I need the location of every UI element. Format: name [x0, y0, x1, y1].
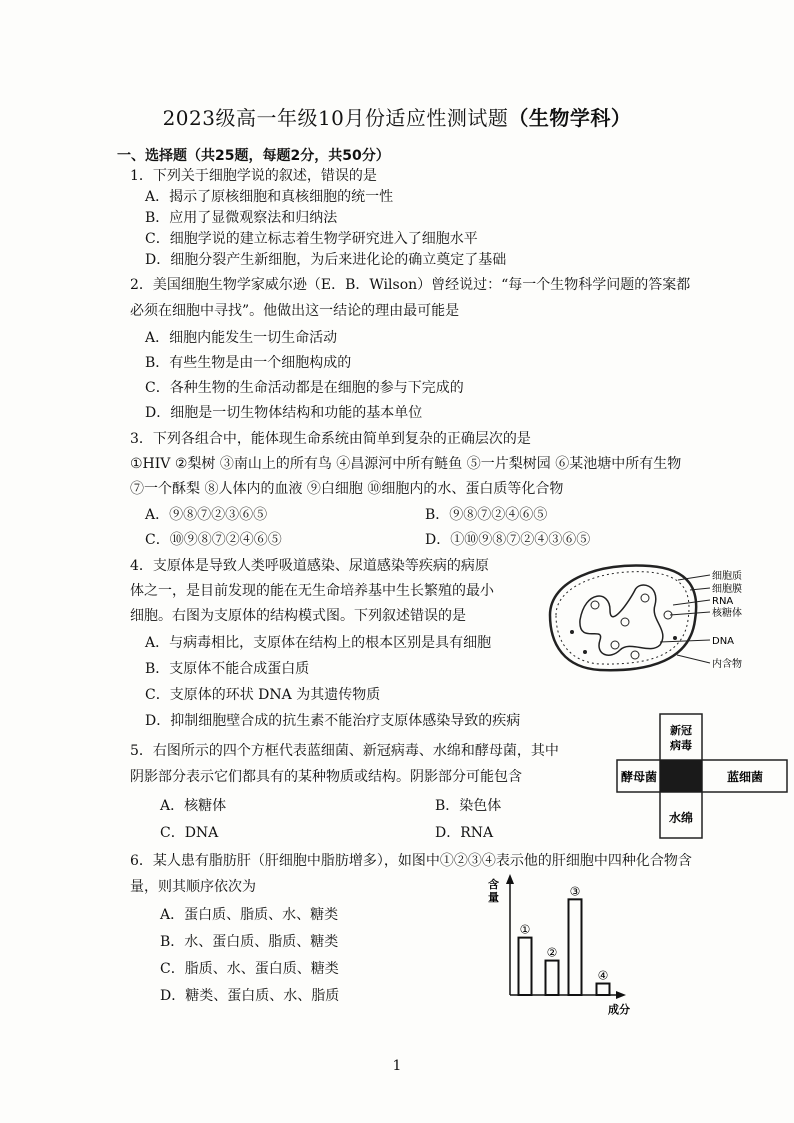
q2-option-d: D．细胞是一切生物体结构和功能的基本单位	[145, 405, 423, 421]
label-inclusion: 内含物	[712, 659, 742, 670]
x-axis-label: 成分	[608, 1003, 630, 1016]
label-spirogyra: 水绵	[668, 811, 694, 825]
section-heading: 一、选择题（共25题，每题2分，共50分）	[117, 148, 390, 164]
title-subject: （生物学科）	[508, 106, 632, 130]
bar-label-4: ④	[597, 968, 609, 983]
y-axis-label-line: 含量	[488, 878, 499, 904]
q6-option-a: A．蛋白质、脂质、水、糖类	[160, 907, 339, 923]
label-cyanobacteria: 蓝细菌	[726, 770, 764, 784]
q2-stem-line1: 2．美国细胞生物学家威尔逊（E．B．Wilson）曾经说过：“每一个生物科学问题的答案都	[130, 277, 691, 293]
q5-stem-line1: 5．右图所示的四个方框代表蓝细菌、新冠病毒、水绵和酵母菌，其中	[130, 743, 559, 759]
compound-content-chart	[480, 870, 640, 1020]
q1-stem: 1．下列关于细胞学说的叙述，错误的是	[130, 168, 377, 184]
q3-option-c: C．⑩⑨⑧⑦②④⑥⑤	[145, 532, 282, 548]
page-number: 1	[392, 1058, 402, 1074]
mycoplasma-figure	[540, 560, 790, 680]
q2-option-a: A．细胞内能发生一切生命活动	[145, 330, 338, 346]
bar-1	[519, 938, 532, 995]
q3-option-a: A．⑨⑧⑦②③⑥⑤	[145, 507, 268, 523]
q4-stem-line3: 细胞。右图为支原体的结构模式图。下列叙述错误的是	[130, 608, 466, 624]
label-cytoplasm: 细胞质	[712, 571, 742, 582]
q1-option-c: C．细胞学说的建立标志着生物学研究进入了细胞水平	[145, 231, 478, 247]
cytoplasm-outline	[556, 572, 689, 664]
q3-option-d: D．①⑩⑨⑧⑦②④③⑥⑤	[425, 532, 591, 548]
x-axis-arrow	[616, 991, 626, 999]
exam-title	[0, 102, 794, 131]
q6-option-c: C．脂质、水、蛋白质、糖类	[160, 961, 339, 977]
q4-stem-line1: 4．支原体是导致人类呼吸道感染、尿道感染等疾病的病原	[130, 558, 489, 574]
q6-stem-line2: 量，则其顺序依次为	[130, 879, 256, 895]
q1-option-b: B．应用了显微观察法和归纳法	[145, 210, 338, 226]
q2-option-c: C．各种生物的生命活动都是在细胞的参与下完成的	[145, 380, 464, 396]
q2-stem-line2: 必须在细胞中寻找”。他做出这一结论的理由最可能是	[130, 303, 460, 319]
q5-option-b: B．染色体	[435, 798, 502, 814]
q4-stem-line2: 体之一，是目前发现的能在无生命培养基中生长繁殖的最小	[130, 583, 494, 599]
bar-3	[569, 899, 582, 995]
cell-membrane-shape	[550, 565, 696, 670]
overlap-boxes-figure	[615, 712, 790, 840]
q5-option-c: C．DNA	[160, 825, 219, 841]
q4-option-b: B．支原体不能合成蛋白质	[145, 661, 310, 677]
label-cell-membrane: 细胞膜	[712, 584, 742, 595]
q6-stem-line1: 6．某人患有脂肪肝（肝细胞中脂肪增多），如图中①②③④表示他的肝细胞中四种化合物含	[130, 853, 692, 869]
label-covid-line1: 新冠	[670, 724, 692, 737]
y-axis-arrow	[506, 874, 514, 884]
bar-label-2: ②	[546, 945, 558, 960]
label-ribosome: 核糖体	[712, 608, 742, 619]
label-dna: DNA	[712, 636, 735, 647]
q4-option-a: A．与病毒相比，支原体在结构上的根本区别是具有细胞	[145, 635, 492, 651]
q3-stem: 3．下列各组合中，能体现生命系统由简单到复杂的正确层次的是	[130, 431, 531, 447]
bar-2	[546, 961, 559, 995]
shared-shaded-region	[660, 760, 702, 792]
q1-option-d: D．细胞分裂产生新细胞，为后来进化论的确立奠定了基础	[145, 252, 507, 268]
q6-option-d: D．糖类、蛋白质、水、脂质	[160, 988, 340, 1004]
q1-option-a: A．揭示了原核细胞和真核细胞的统一性	[145, 189, 394, 205]
bar-label-1: ①	[519, 922, 531, 937]
q6-option-b: B．水、蛋白质、脂质、糖类	[160, 934, 339, 950]
label-yeast: 酵母菌	[620, 770, 658, 784]
q3-items-line2: ⑦一个酥梨 ⑧人体内的血液 ⑨白细胞 ⑩细胞内的水、蛋白质等化合物	[130, 481, 564, 497]
q3-items-line1: ①HIV ②梨树 ③南山上的所有鸟 ④昌源河中所有鲢鱼 ⑤一片梨树园 ⑥某池塘中所有生物	[130, 456, 682, 472]
q4-option-c: C．支原体的环状 DNA 为其遗传物质	[145, 687, 381, 703]
label-rna: RNA	[712, 596, 734, 607]
bar-group	[519, 884, 610, 995]
label-covid-line2: 病毒	[670, 739, 692, 752]
bar-label-3: ③	[569, 884, 581, 899]
q2-option-b: B．有些生物是由一个细胞构成的	[145, 355, 352, 371]
q5-option-d: D．RNA	[435, 825, 494, 841]
q4-option-d: D．抑制细胞壁合成的抗生素不能治疗支原体感染导致的疾病	[145, 713, 521, 729]
bar-4	[597, 984, 610, 995]
q5-stem-line2: 阴影部分表示它们都具有的某种物质或结构。阴影部分可能包含	[130, 769, 522, 785]
q3-option-b: B．⑨⑧⑦②④⑥⑤	[425, 507, 548, 523]
q5-option-a: A．核糖体	[160, 798, 227, 814]
title-main: 2023级高一年级10月份适应性测试题	[162, 106, 509, 130]
